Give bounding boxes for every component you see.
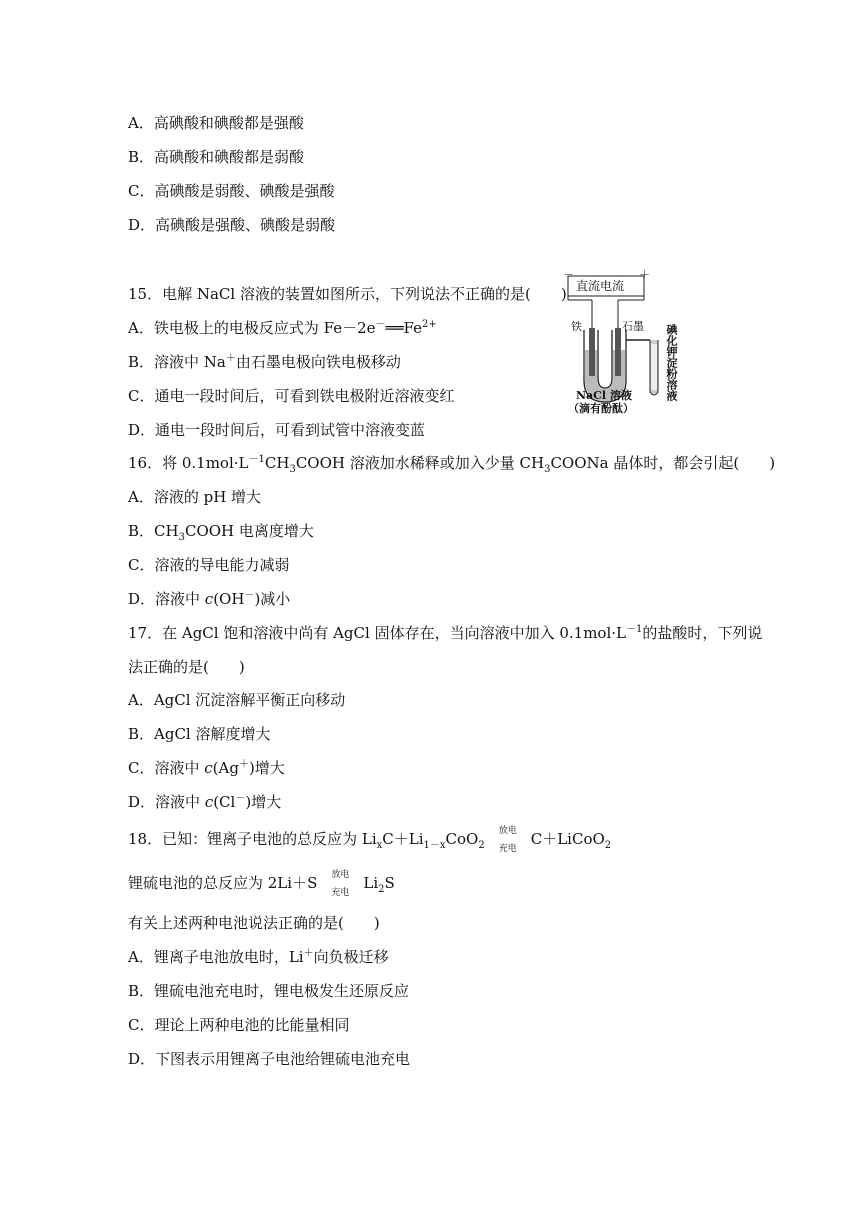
q16-option-b: B．$CH_3COOH$ 电离度增大 — [128, 522, 314, 543]
q18-option-a: A．锂离子电池放电时，Li＋向负极迁移 — [128, 948, 389, 966]
iron-electrode-label: 铁 — [571, 320, 582, 333]
q16-option-d: D．溶液中 c(OH－)减小 — [128, 590, 291, 608]
q14-option-a: A．高碘酸和碘酸都是强酸 — [128, 114, 304, 132]
solution-label: NaCl 溶液 — [576, 389, 632, 402]
q18-reaction-li-s: 锂硫电池的总反应为 2Li＋S 放电 充电 $Li_2S$ — [128, 866, 395, 902]
q14-option-b: B．高碘酸和碘酸都是弱酸 — [128, 148, 305, 166]
q18-option-c: C．理论上两种电池的比能量相同 — [128, 1016, 350, 1034]
indicator-label: （滴有酚酞） — [568, 402, 634, 415]
q17-stem-line2: 法正确的是( ) — [128, 658, 245, 676]
negative-terminal: － — [563, 268, 574, 281]
q15-stem: 15．电解 NaCl 溶液的装置如图所示，下列说法不正确的是( ) — [128, 285, 567, 303]
q15-option-c: C．通电一段时间后，可看到铁电极附近溶液变红 — [128, 387, 455, 405]
electrolysis-figure — [562, 270, 687, 416]
q15-option-a: A．铁电极上的电极反应式为 $Fe-2e^-══Fe^{2+}$ — [128, 319, 437, 337]
q15-option-d: D．通电一段时间后，可看到试管中溶液变蓝 — [128, 421, 426, 439]
q15-option-b: B．溶液中 Na＋由石墨电极向铁电极移动 — [128, 353, 401, 371]
q14-option-d: D．高碘酸是强酸、碘酸是弱酸 — [128, 216, 336, 234]
q16-option-c: C．溶液的导电能力减弱 — [128, 556, 290, 574]
reaction-condition: 放电 充电 — [331, 870, 350, 898]
reaction-condition: 放电 充电 — [498, 826, 517, 854]
q14-option-c: C．高碘酸是弱酸、碘酸是强酸 — [128, 182, 335, 200]
q18-option-b: B．锂硫电池充电时，锂电极发生还原反应 — [128, 982, 410, 1000]
ki-starch-label: 碘化钾淀粉溶液 — [665, 324, 678, 401]
q17-option-d: D．溶液中 c(Cl－)增大 — [128, 793, 282, 811]
q18-reaction-li-ion: 18．已知：锂离子电池的总反应为 $Li_xC+Li_{1-x}CoO_2$ 放电 充电 C＋LiCoO$_2$ — [128, 822, 611, 858]
q16-stem: 16．将 $0.1mol\cdot L^{-1}CH_3COOH$ 溶液加水稀释或加入少量 $CH_3COONa$ 晶体时，都会引起( ) — [128, 454, 776, 475]
q18-stem: 有关上述两种电池说法正确的是( ) — [128, 914, 380, 932]
q17-option-c: C．溶液中 c(Ag＋)增大 — [128, 759, 285, 777]
q16-option-a: A．溶液的 pH 增大 — [128, 488, 262, 506]
q17-stem-line1: 17．在 AgCl 饱和溶液中尚有 AgCl 固体存在，当向溶液中加入 $0.1mol\cdot L^{-1}$的盐酸时，下列说 — [128, 624, 763, 642]
positive-terminal: ＋ — [639, 268, 650, 281]
power-supply-label: 直流电流 — [576, 279, 625, 293]
q17-option-a: A．AgCl 沉淀溶解平衡正向移动 — [128, 691, 346, 709]
q18-option-d: D．下图表示用锂离子电池给锂硫电池充电 — [128, 1050, 411, 1068]
graphite-electrode-label: 石墨 — [622, 320, 644, 333]
q17-option-b: B．AgCl 溶解度增大 — [128, 725, 271, 743]
